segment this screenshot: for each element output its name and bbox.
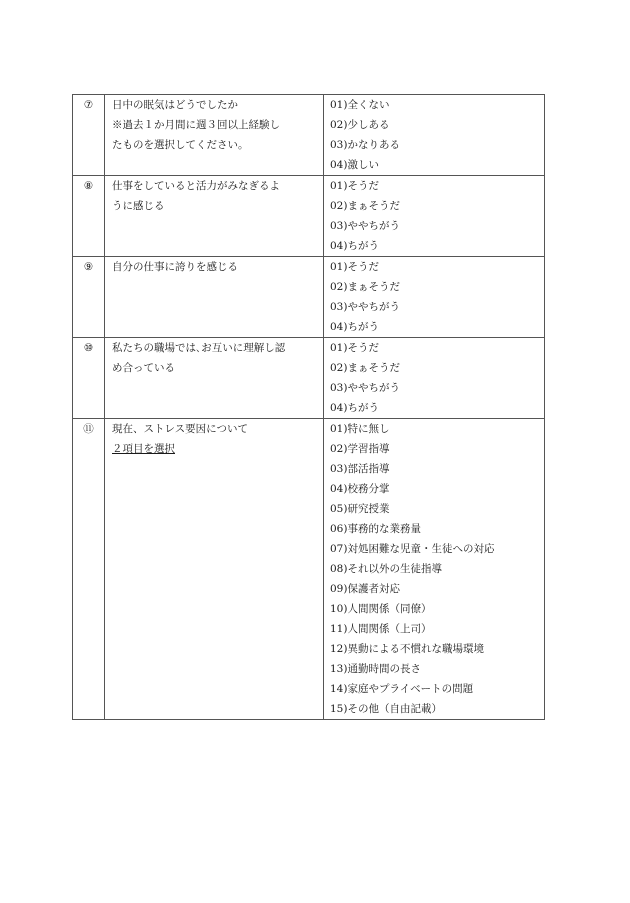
answer-options [324, 95, 545, 176]
answer-options [324, 338, 545, 419]
answer-option[interactable]: 04)ちがう [330, 240, 379, 252]
question-line: うに感じる [112, 200, 165, 212]
question-number: ⑦ [73, 95, 105, 176]
answer-option[interactable]: 06)事務的な業務量 [330, 523, 421, 535]
question-row-9 [73, 257, 545, 338]
answer-option[interactable]: 03)ややちがう [330, 382, 400, 394]
answer-option[interactable]: 02)まぁそうだ [330, 362, 400, 374]
answer-option[interactable]: 14)家庭やプライベートの問題 [330, 683, 474, 695]
answer-option[interactable]: 01)そうだ [330, 180, 379, 192]
selection-instruction: ２項目を選択 [112, 443, 175, 455]
answer-option[interactable]: 02)まぁそうだ [330, 281, 400, 293]
answer-option[interactable]: 03)ややちがう [330, 301, 400, 313]
answer-option[interactable]: 13)通勤時間の長さ [330, 663, 421, 675]
answer-option[interactable]: 09)保護者対応 [330, 583, 400, 595]
answer-option[interactable]: 02)少しある [330, 119, 390, 131]
question-number: ⑨ [73, 257, 105, 338]
answer-option[interactable]: 02)学習指導 [330, 443, 390, 455]
answer-option[interactable]: 02)まぁそうだ [330, 200, 400, 212]
question-note-line: たものを選択してください。 [112, 139, 249, 151]
question-note-line: ※過去１か月間に週３回以上経験し [112, 119, 280, 131]
question-line: 私たちの職場では､お互いに理解し認 [112, 342, 286, 354]
answer-option[interactable]: 04)ちがう [330, 402, 379, 414]
answer-option[interactable]: 01)特に無し [330, 423, 390, 435]
question-line: 仕事をしていると活力がみなぎるよ [112, 180, 280, 192]
answer-option[interactable]: 10)人間関係（同僚） [330, 603, 432, 615]
question-text [105, 257, 324, 338]
question-row-11 [73, 419, 545, 720]
answer-option[interactable]: 04)ちがう [330, 321, 379, 333]
answer-option[interactable]: 08)それ以外の生徒指導 [330, 563, 442, 575]
answer-option[interactable]: 01)全くない [330, 99, 390, 111]
question-row-7 [73, 95, 545, 176]
answer-option[interactable]: 03)部活指導 [330, 463, 390, 475]
answer-options [324, 257, 545, 338]
question-row-8 [73, 176, 545, 257]
answer-option[interactable]: 05)研究授業 [330, 503, 390, 515]
answer-option[interactable]: 11)人間関係（上司） [330, 623, 432, 635]
question-line: 現在、ストレス要因について [112, 423, 248, 435]
answer-option[interactable]: 15)その他（自由記載） [330, 703, 442, 715]
answer-options [324, 176, 545, 257]
answer-option[interactable]: 04)激しい [330, 159, 379, 171]
question-number: ⑧ [73, 176, 105, 257]
answer-option[interactable]: 01)そうだ [330, 342, 379, 354]
answer-option[interactable]: 07)対処困難な児童・生徒への対応 [330, 543, 495, 555]
answer-option[interactable]: 03)かなりある [330, 139, 400, 151]
question-text [105, 176, 324, 257]
question-number: ⑪ [73, 419, 105, 720]
answer-option[interactable]: 12)異動による不慣れな職場環境 [330, 643, 484, 655]
question-line: め合っている [112, 362, 175, 374]
question-text [105, 338, 324, 419]
answer-option[interactable]: 04)校務分掌 [330, 483, 390, 495]
answer-options [324, 419, 545, 720]
question-text [105, 419, 324, 720]
question-line: 自分の仕事に誇りを感じる [112, 261, 238, 273]
question-line: 日中の眠気はどうでしたか [112, 99, 238, 111]
question-row-10 [73, 338, 545, 419]
question-number: ⑩ [73, 338, 105, 419]
question-text [105, 95, 324, 176]
survey-table [72, 94, 545, 720]
answer-option[interactable]: 01)そうだ [330, 261, 379, 273]
answer-option[interactable]: 03)ややちがう [330, 220, 400, 232]
